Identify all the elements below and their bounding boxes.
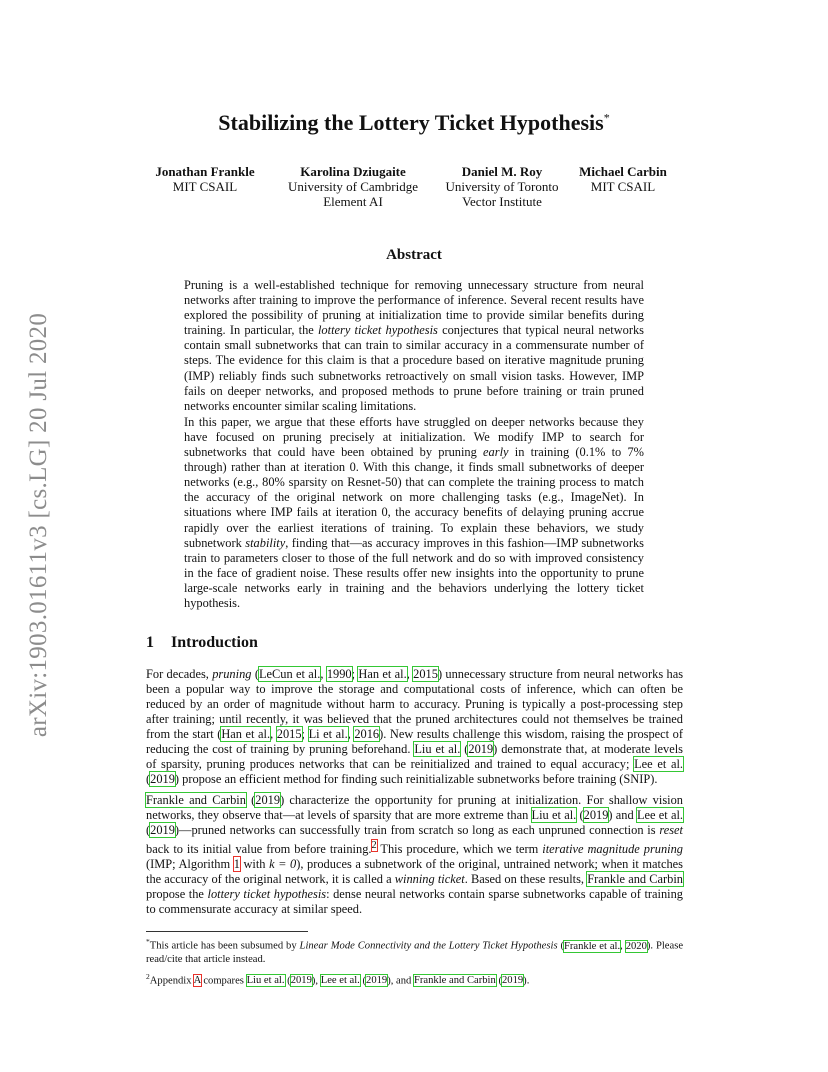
text-run: , bbox=[320, 667, 327, 681]
text-run: This procedure, which we term bbox=[376, 842, 543, 857]
algorithm-reference-link[interactable]: 1 bbox=[233, 857, 240, 872]
text-run: ) unnecessary structure from neural networks has been a popular way to improve the storage and computational costs of inference, which can often be reduced by an order of magnitude without harm to accuracy. Pruning is typically a post-processing step after training; until recently, it was believed that the pruned architectures could not themselves be trained from the start ( bbox=[146, 667, 684, 741]
citation-link[interactable]: 2019 bbox=[583, 808, 609, 822]
emphasis: lottery ticket hypothesis bbox=[207, 887, 327, 902]
text-run: Pruning is a well-established technique for removing unnecessary structure from neural networks after training to improve the performance of inference. Several recent results have explored the possibility of pruning at initialization time to provide similar benefits during training. In particular, the bbox=[184, 278, 644, 338]
citation-link[interactable]: Li et al. bbox=[308, 727, 348, 741]
author-name: Jonathan Frankle bbox=[155, 164, 255, 179]
author-affiliation-secondary: Element AI bbox=[323, 194, 383, 209]
author-affiliation: University of Toronto bbox=[445, 179, 559, 194]
paper-title-text: Stabilizing the Lottery Ticket Hypothesis bbox=[218, 110, 604, 135]
author-affiliation: MIT CSAIL bbox=[172, 179, 238, 194]
text-run: ( bbox=[495, 975, 502, 987]
title-footnote-mark[interactable]: * bbox=[603, 110, 610, 125]
text-run: For decades, bbox=[146, 667, 213, 681]
text-run: Appendix bbox=[149, 975, 194, 987]
text-run: ( bbox=[146, 772, 151, 786]
citation-link[interactable]: Frankle and Carbin bbox=[146, 793, 246, 807]
citation-link[interactable]: Lee et al. bbox=[634, 757, 683, 771]
citation-link[interactable]: 2015 bbox=[276, 727, 302, 741]
citation-link[interactable]: 2019 bbox=[150, 823, 175, 837]
emphasis: reset bbox=[659, 823, 683, 837]
text-run: , bbox=[620, 940, 626, 952]
citation-link[interactable]: Han et al. bbox=[221, 727, 271, 741]
text-run: ( bbox=[460, 742, 469, 756]
text-run: ) demonstrate that, at moderate levels of sparsity, pruning produces networks that can be reinitialized and trained to equal accuracy; bbox=[146, 742, 684, 771]
citation-link[interactable]: Frankle et al. bbox=[564, 940, 621, 952]
citation-link[interactable]: 2019 bbox=[366, 975, 388, 987]
author-block-1 bbox=[140, 164, 270, 194]
text-run: ( bbox=[576, 808, 584, 822]
abstract-heading: Abstract bbox=[386, 247, 442, 263]
paper-title bbox=[0, 110, 828, 136]
footnotes bbox=[146, 935, 683, 991]
citation-link[interactable]: 2015 bbox=[413, 667, 438, 681]
text-run: ( bbox=[146, 823, 151, 837]
intro-paragraph-1 bbox=[146, 667, 683, 787]
text-run: ). Please read/cite that article instead. bbox=[146, 940, 684, 966]
emphasis: pruning bbox=[212, 667, 252, 681]
intro-paragraph-2 bbox=[146, 793, 683, 917]
citation-link[interactable]: 2016 bbox=[354, 727, 380, 741]
math-expression: k = 0 bbox=[269, 857, 297, 872]
section-title-text: Introduction bbox=[171, 634, 258, 651]
section-number: 1 bbox=[146, 634, 154, 651]
author-block-2 bbox=[278, 164, 428, 209]
footnote-reference-link[interactable]: 2 bbox=[371, 840, 377, 851]
text-run: : dense neural networks contain sparse subnetworks capable of training to commensurate accuracy at similar speed. bbox=[146, 887, 683, 917]
appendix-reference-link[interactable]: A bbox=[193, 975, 201, 987]
emphasis: Linear Mode Connectivity and the Lottery Ticket Hypothesis bbox=[299, 940, 558, 952]
citation-link[interactable]: Lee et al. bbox=[320, 975, 360, 987]
citation-link[interactable]: Liu et al. bbox=[531, 808, 577, 822]
text-run: ( bbox=[245, 793, 256, 807]
footnote-divider bbox=[146, 931, 308, 932]
text-run: ) and bbox=[608, 808, 637, 822]
introduction-body bbox=[146, 667, 683, 923]
text-run: , finding that—as accuracy improves in this fashion—IMP subnetworks train to parameters closer to those of the full network and do so with improved consistency in the face of gradient noise. These results offer new insights into the opportunity to prune large-scale networks early in training and the behaviors underlying the lottery ticket hypothesis. bbox=[184, 535, 644, 610]
author-name: Michael Carbin bbox=[579, 164, 667, 179]
text-run: ). New results challenge this wisdom, raising the prospect of reducing the cost of training by pruning beforehand. bbox=[146, 727, 683, 756]
text-run: in training (0.1% to 7% through) rather than at iteration 0. With this change, it finds small subnetworks of deeper networks (e.g., 80% sparsity on Resnet-50) that can complete the training process to match the accuracy of the original network on more challenging tasks (e.g., ImageNet). In situations where IMP fails at iteration 0, the accuracy benefits of delaying pruning accrue rapidly over the earliest iterations of training. To explain these behaviors, we study subnetwork bbox=[184, 445, 644, 550]
text-run: ; bbox=[301, 727, 309, 741]
emphasis: early bbox=[483, 445, 509, 460]
text-run: ). bbox=[523, 975, 530, 987]
text-run: ) characterize the opportunity for pruning at initialization. For shallow vision networks, they observe that—at levels of sparsity that are more extreme than bbox=[146, 793, 683, 822]
text-run: ) propose an efficient method for finding such reinitializable subnetworks before training (SNIP). bbox=[174, 772, 658, 786]
citation-link[interactable]: LeCun et al. bbox=[258, 667, 321, 681]
emphasis: iterative magnitude pruning bbox=[542, 842, 683, 857]
author-affiliation: University of Cambridge bbox=[288, 179, 418, 194]
citation-link[interactable]: Frankle and Carbin bbox=[414, 975, 496, 987]
citation-link[interactable]: Lee et al. bbox=[636, 808, 683, 822]
emphasis: winning ticket bbox=[394, 872, 465, 887]
text-run: ( bbox=[359, 975, 367, 987]
text-run: (IMP; Algorithm bbox=[146, 857, 234, 872]
text-run: conjectures that typical neural networks contain small subnetworks that can train to similar accuracy in a commensurate number of steps. The evidence for this claim is that a procedure based on iterative magnitude pruning (IMP) reliably finds such subnetworks retroactively on small vision tasks. However, IMP fails on deeper networks, and proposed methods to prune before training or train pruned networks encounter similar scaling limitations. bbox=[184, 323, 644, 413]
section-heading-introduction bbox=[146, 634, 258, 652]
citation-link[interactable]: 2019 bbox=[255, 793, 281, 807]
citation-link[interactable]: 2019 bbox=[150, 772, 175, 786]
footnote-mark: 2 bbox=[146, 971, 150, 981]
text-run: ), and bbox=[387, 975, 414, 987]
citation-link[interactable]: 1990 bbox=[326, 667, 352, 681]
emphasis: lottery ticket hypothesis bbox=[317, 323, 438, 338]
citation-link[interactable]: Han et al. bbox=[358, 667, 407, 681]
footnote-1 bbox=[146, 935, 683, 967]
text-run: This article has been subsumed by bbox=[149, 940, 300, 952]
text-run: , bbox=[270, 727, 277, 741]
citation-link[interactable]: Liu et al. bbox=[414, 742, 461, 756]
author-block-4 bbox=[568, 164, 678, 194]
text-run: )—pruned networks can successfully train from scratch so long as each unpruned connection is bbox=[174, 823, 660, 837]
citation-link[interactable]: 2020 bbox=[625, 940, 647, 952]
citation-link[interactable]: 2019 bbox=[468, 742, 494, 756]
text-run: ( bbox=[557, 940, 565, 952]
text-run: . Based on these results, bbox=[464, 872, 588, 887]
citation-link[interactable]: 2019 bbox=[290, 975, 312, 987]
abstract-paragraph-1 bbox=[184, 278, 644, 414]
text-run: back to its initial value from before training. bbox=[146, 842, 372, 857]
author-affiliation-secondary: Vector Institute bbox=[462, 194, 542, 209]
text-run: with bbox=[239, 857, 270, 872]
arxiv-identifier-text: arXiv:1903.01611v3 [cs.LG] 20 Jul 2020 bbox=[25, 312, 53, 738]
text-run: propose the bbox=[146, 887, 208, 902]
author-name: Daniel M. Roy bbox=[461, 164, 543, 179]
text-run: , bbox=[406, 667, 414, 681]
text-run: ( bbox=[251, 667, 259, 681]
text-run: ; bbox=[351, 667, 359, 681]
text-run: ), produces a subnetwork of the original, untrained network; when it matches the accuracy of the original network, it is called a bbox=[146, 857, 683, 887]
text-run: compares bbox=[200, 975, 247, 987]
abstract-body bbox=[184, 278, 644, 612]
footnote-2 bbox=[146, 970, 683, 988]
emphasis: stability bbox=[245, 535, 286, 550]
citation-link[interactable]: Liu et al. bbox=[246, 975, 285, 987]
author-block-3 bbox=[434, 164, 570, 209]
footnote-mark: * bbox=[146, 937, 150, 946]
citation-link[interactable]: Frankle and Carbin bbox=[587, 872, 683, 887]
text-run: ), bbox=[311, 975, 321, 987]
text-run: In this paper, we argue that these efforts have struggled on deeper networks because they have focused on pruning precisely at initialization. We modify IMP to search for subnetworks that could have been obtained by pruning bbox=[184, 414, 644, 460]
citation-link[interactable]: 2019 bbox=[501, 975, 524, 987]
arxiv-identifier-stamp bbox=[14, 290, 64, 760]
author-affiliation: MIT CSAIL bbox=[590, 179, 656, 194]
abstract-paragraph-2 bbox=[184, 415, 644, 611]
text-run: , bbox=[347, 727, 355, 741]
text-run: ( bbox=[284, 975, 291, 987]
author-name: Karolina Dziugaite bbox=[300, 164, 406, 179]
